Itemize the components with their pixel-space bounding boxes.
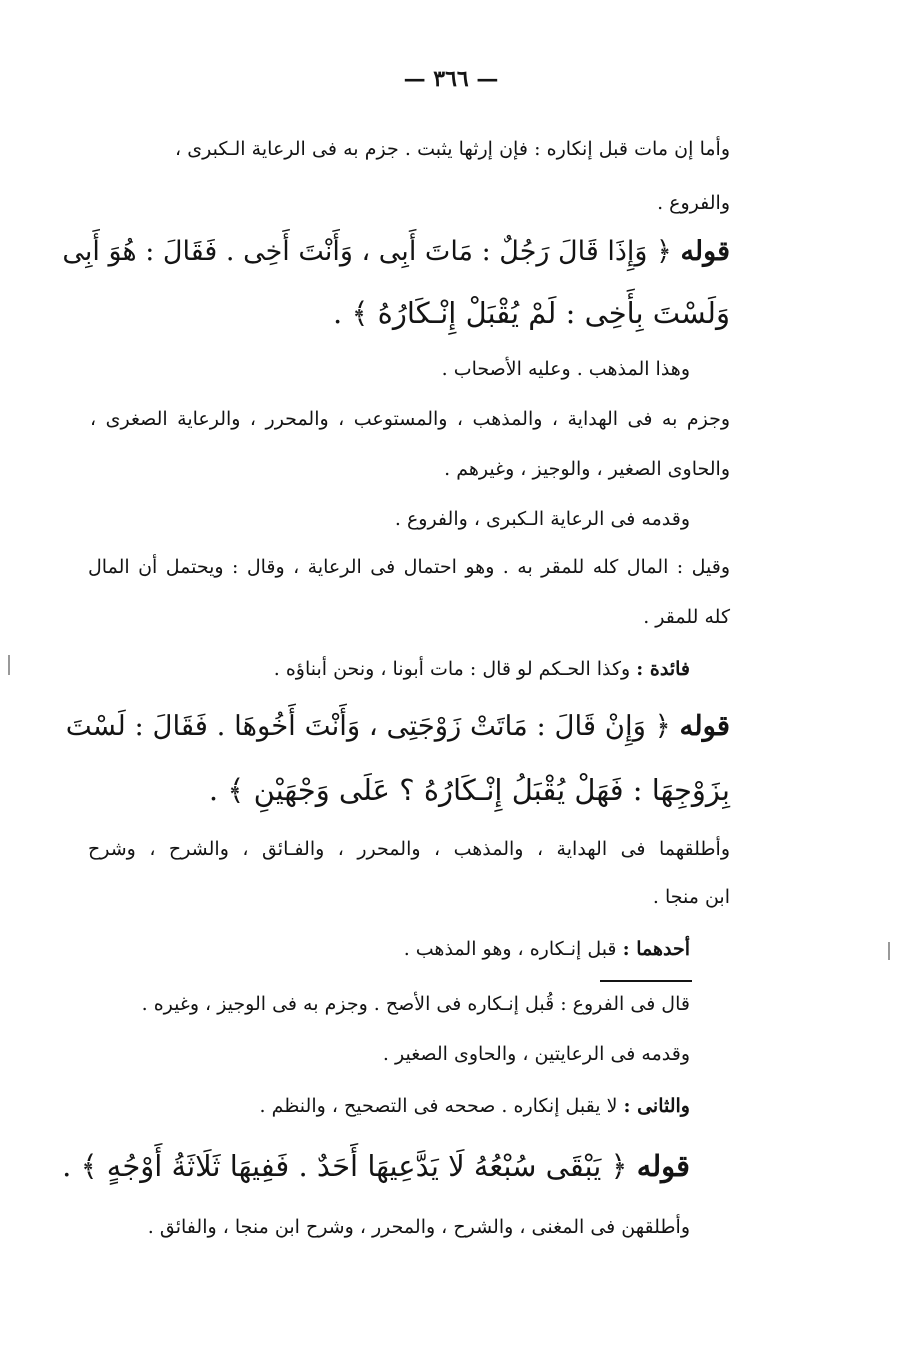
quoted-heading-line	[333, 296, 730, 330]
page-number: — ٣٦٦ —	[403, 66, 499, 92]
line-text: وَلَسْتَ بِأَخِى : لَمْ يُقْبَلْ إِنْـكَارُهُ ﴾ .	[333, 296, 730, 330]
line-text: ابن منجا .	[652, 886, 730, 908]
line-text: وقيل : المال كله للمقر به . وهو احتمال فى الرعاية ، وقال : ويحتمل أن المال	[88, 556, 730, 578]
line-text: وجزم به فى الهداية ، والمذهب ، والمستوعب ، والمحرر ، والرعاية الصغرى ،	[90, 408, 730, 430]
scan-mark	[888, 942, 890, 960]
line-text: وهذا المذهب . وعليه الأصحاب .	[441, 358, 690, 380]
line-text: وأطلقهما فى الهداية ، والمذهب ، والمحرر ، والفـائق ، والشرح ، وشرح	[88, 838, 730, 860]
quoted-heading-line	[208, 773, 730, 807]
line-text: وأما إن مات قبل إنكاره : فإن إرثها يثبت . جزم به فى الرعاية الـكبرى ،	[175, 138, 730, 160]
text-line	[175, 140, 730, 159]
line-text: قبل إنـكاره ، وهو المذهب .	[403, 938, 617, 960]
text-line	[653, 888, 730, 907]
line-text: ﴿ وَإِنْ قَالَ : مَاتَتْ زَوْجَتِى ، وَأَنْتَ أَخُوهَا . فَقَالَ : لَسْتَ	[65, 710, 671, 742]
line-text: لا يقبل إنكاره . صححه فى التصحيح ، والنظم .	[259, 1095, 618, 1117]
text-line	[643, 608, 730, 627]
text-line	[444, 460, 730, 479]
note-line	[260, 1097, 691, 1116]
lead-underline	[600, 980, 692, 982]
line-text: وقدمه فى الرعاية الـكبرى ، والفروع .	[394, 508, 690, 530]
lead-word: أحدهما :	[622, 938, 690, 960]
text-line	[383, 1045, 690, 1064]
line-text: وأطلقهن فى المغنى ، والشرح ، والمحرر ، وشرح ابن منجا ، والفائق .	[147, 1216, 690, 1238]
lead-word: قوله	[680, 236, 730, 267]
lead-word: قوله	[636, 1149, 690, 1183]
text-line	[442, 360, 690, 379]
scan-mark	[8, 655, 10, 675]
text-line	[88, 558, 730, 577]
line-text: والفروع .	[657, 192, 730, 214]
line-text: بِزَوْجِهَا : فَهَلْ يُقْبَلُ إِنْـكَارُهُ ؟ عَلَى وَجْهَيْنِ ﴾ .	[208, 773, 730, 807]
lead-word: والثانى :	[623, 1095, 690, 1117]
line-text: وقدمه فى الرعايتين ، والحاوى الصغير .	[382, 1043, 690, 1065]
lead-word: فائدة :	[636, 658, 690, 680]
line-text: ﴿ وَإِذَا قَالَ رَجُلٌ : مَاتَ أَبِى ، وَأَنْتَ أَخِى . فَقَالَ : هُوَ أَبِى	[62, 236, 672, 267]
text-line	[395, 510, 690, 529]
text-line	[657, 194, 730, 213]
line-text: والحاوى الصغير ، والوجيز ، وغيرهم .	[444, 458, 730, 480]
text-line	[142, 995, 690, 1014]
note-line	[404, 940, 690, 959]
quoted-heading-line	[62, 236, 730, 267]
line-text: وكذا الحـكم لو قال : مات أبونا ، ونحن أبناؤه .	[273, 658, 631, 680]
text-line	[88, 840, 730, 859]
quoted-heading-line	[65, 710, 730, 742]
lead-word: قوله	[679, 710, 730, 742]
text-line	[90, 410, 730, 429]
quoted-heading-line	[62, 1149, 690, 1183]
note-line	[274, 660, 690, 679]
line-text: قال فى الفروع : قُبل إنـكاره فى الأصح . وجزم به فى الوجيز ، وغيره .	[141, 993, 690, 1015]
line-text: كله للمقر .	[643, 606, 730, 628]
line-text: ﴿ يَبْقَى سُبْعُهُ لَا يَدَّعِيهَا أَحَدٌ . فَفِيهَا ثَلَاثَةُ أَوْجُهٍ ﴾ .	[62, 1149, 628, 1183]
text-line	[148, 1218, 690, 1237]
